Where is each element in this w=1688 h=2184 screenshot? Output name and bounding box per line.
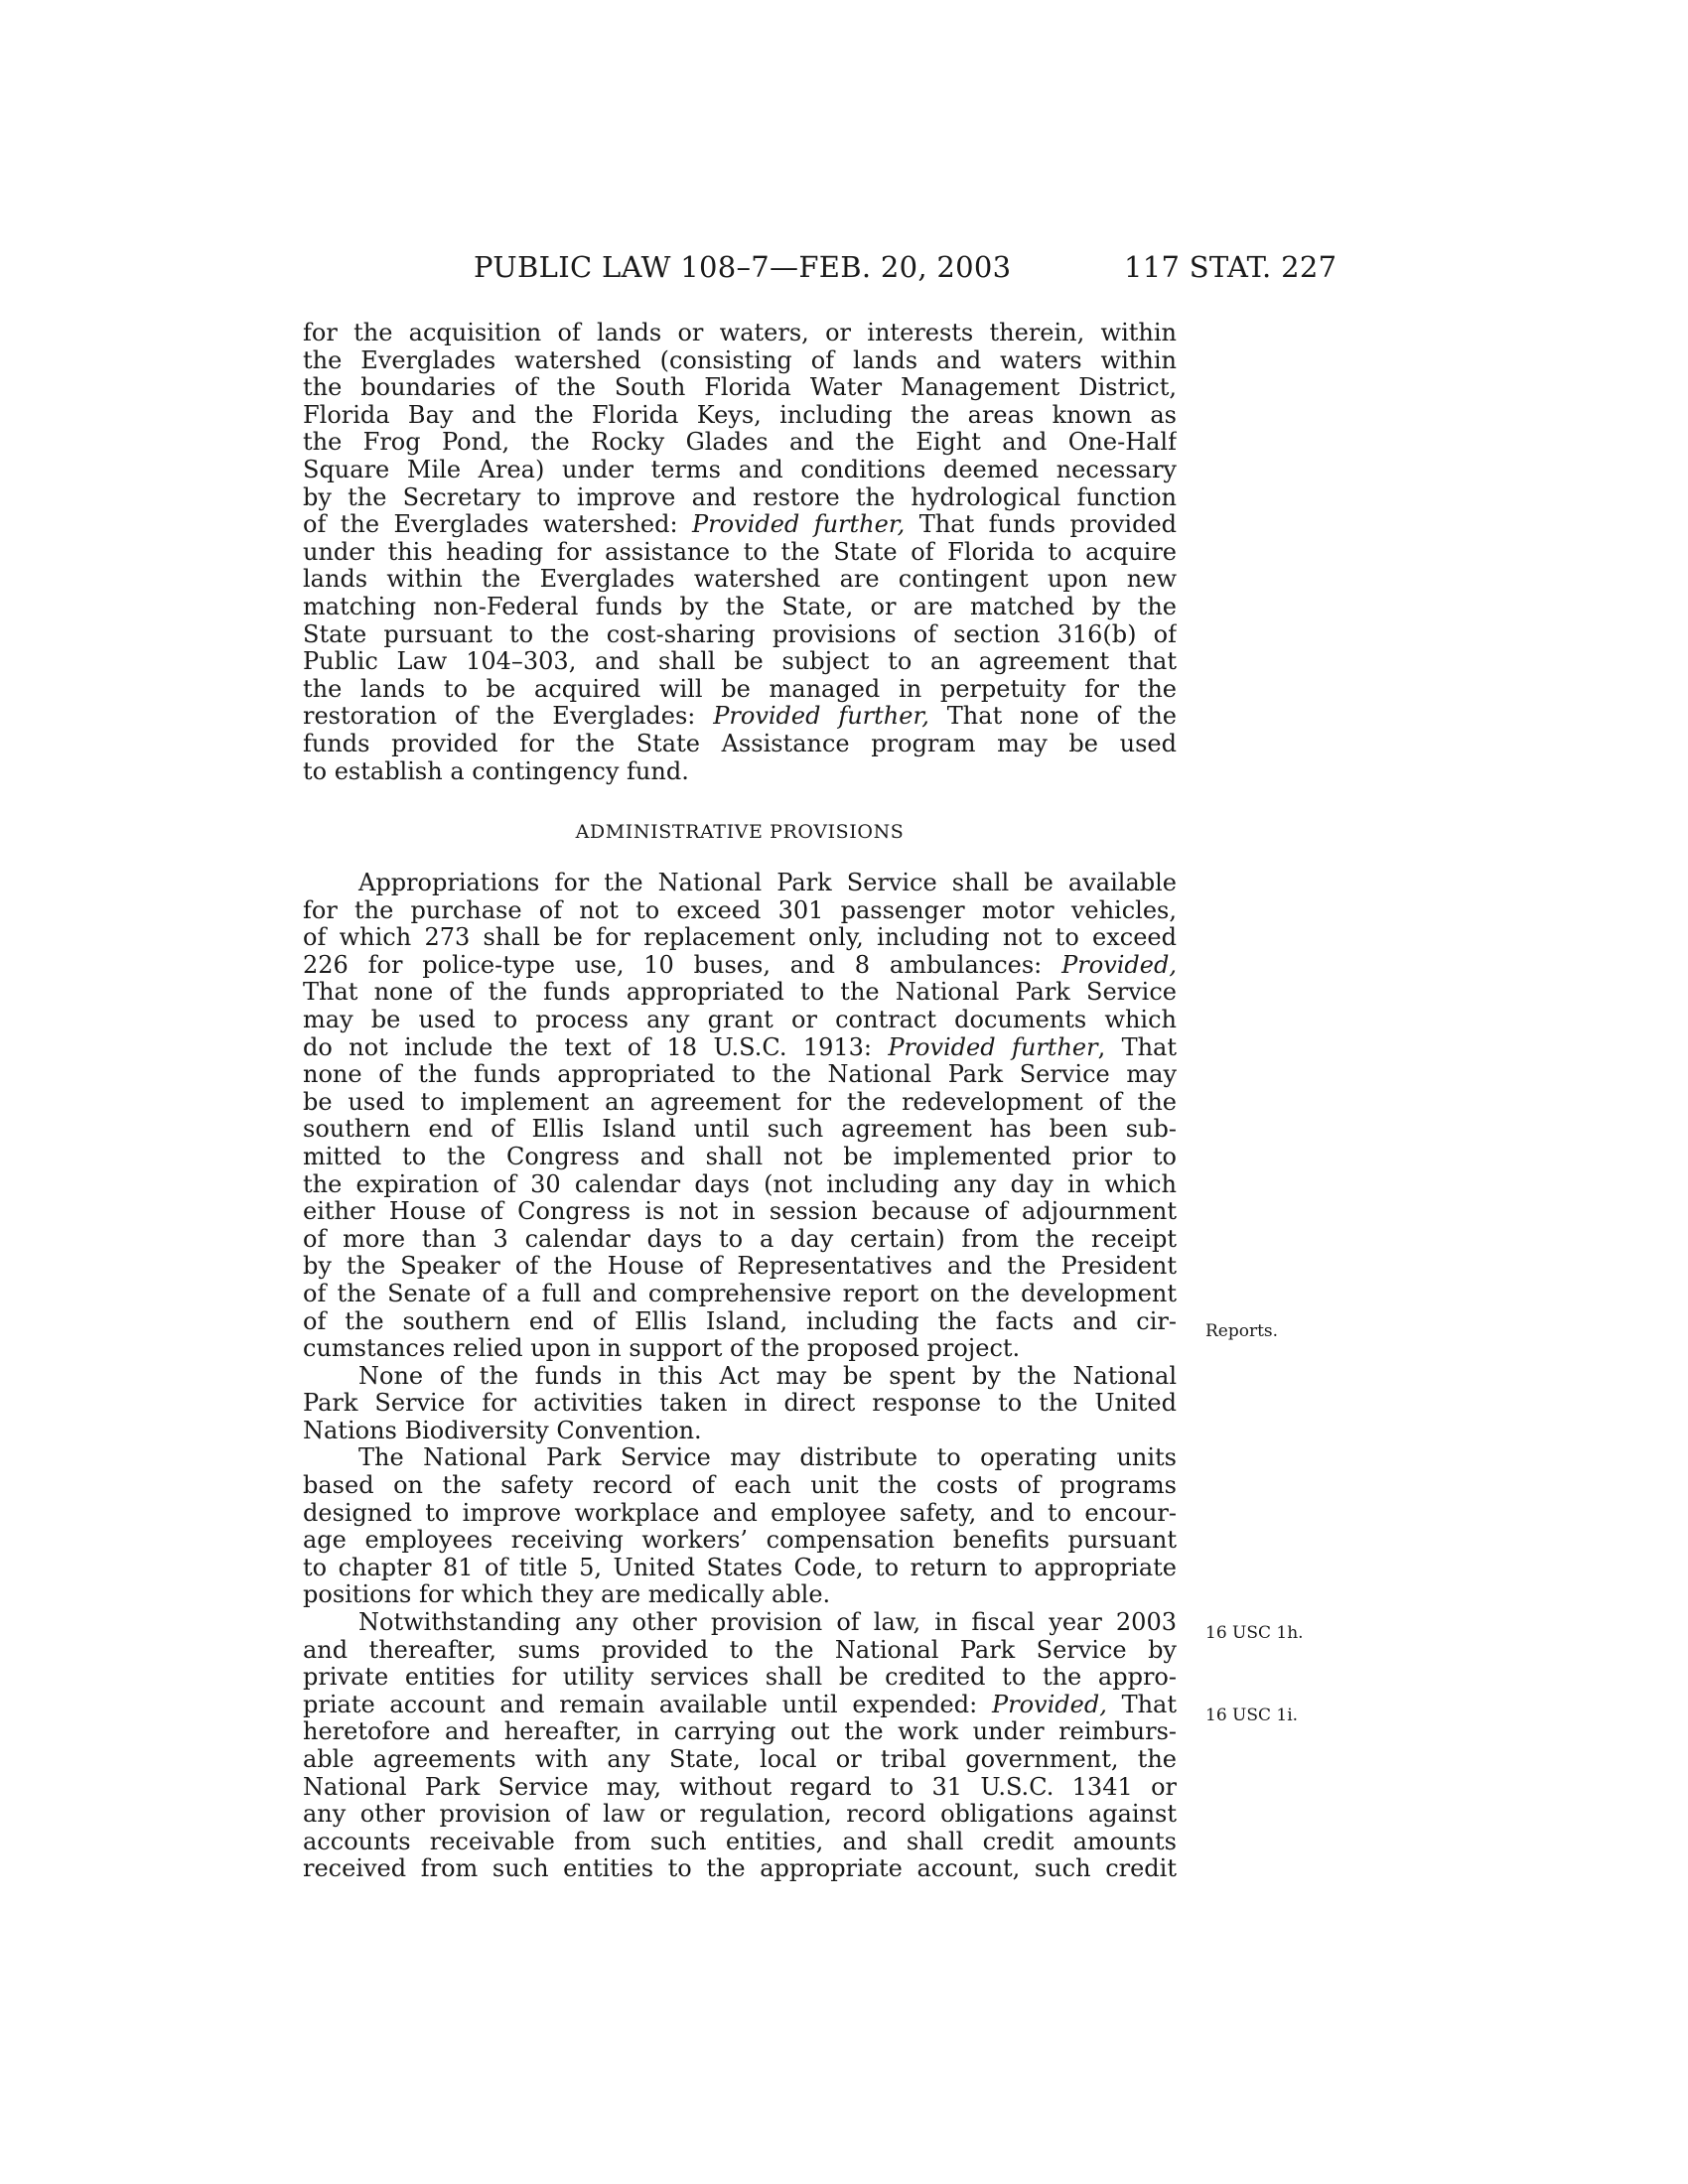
text-line: age employees receiving workers’ compensation benefits pursuant (303, 1527, 1177, 1555)
text-line: able agreements with any State, local or tribal government, the (303, 1746, 1177, 1773)
text-line: Public Law 104–303, and shall be subject to an agreement that (303, 648, 1177, 676)
section-heading: ADMINISTRATIVE PROVISIONS (575, 821, 905, 843)
text-line: do not include the text of 18 U.S.C. 1913: Provided further, That (303, 1033, 1177, 1061)
header-title: PUBLIC LAW 108–7—FEB. 20, 2003 (474, 250, 1012, 284)
text-line: under this heading for assistance to the State of Florida to acquire (303, 538, 1177, 566)
text-line: positions for which they are medically able. (303, 1581, 831, 1609)
text-line: That none of the funds appropriated to the National Park Service (303, 979, 1177, 1007)
text-line: restoration of the Everglades: Provided further, That none of the (303, 703, 1177, 731)
text-line: of the Everglades watershed: Provided further, That funds provided (303, 511, 1177, 539)
margin-note-16-usc-1h: 16 USC 1h. (1205, 1623, 1304, 1643)
text-line: be used to implement an agreement for the redevelopment of the (303, 1088, 1177, 1116)
text-line: Nations Biodiversity Convention. (303, 1417, 702, 1444)
text-line: State pursuant to the cost-sharing provisions of section 316(b) of (303, 620, 1177, 648)
paragraph-everglades (303, 320, 1177, 785)
text-line: accounts receivable from such entities, and shall credit amounts (303, 1828, 1177, 1855)
text-line: of the Senate of a full and comprehensive report on the development (303, 1280, 1177, 1307)
text-line: by the Secretary to improve and restore the hydrological function (303, 483, 1177, 511)
text-line: of more than 3 calendar days to a day certain) from the receipt (303, 1225, 1177, 1253)
text-line: southern end of Ellis Island until such agreement has been sub- (303, 1116, 1177, 1144)
text-line: priate account and remain available until expended: Provided, That (303, 1691, 1177, 1718)
running-header (0, 250, 1688, 290)
text-line: the boundaries of the South Florida Water Management District, (303, 374, 1177, 402)
text-line: Park Service for activities taken in direct response to the United (303, 1390, 1177, 1418)
text-line: the Everglades watershed (consisting of lands and waters within (303, 346, 1177, 374)
text-line: private entities for utility services shall be credited to the appro- (303, 1664, 1177, 1692)
text-line: to establish a contingency fund. (303, 757, 689, 785)
text-line: Appropriations for the National Park Service shall be available (358, 870, 1177, 896)
text-line: lands within the Everglades watershed are contingent upon new (303, 566, 1177, 594)
text-line: cumstances relied upon in support of the proposed project. (303, 1335, 1021, 1363)
text-line: National Park Service may, without regard to 31 U.S.C. 1341 or (303, 1773, 1177, 1801)
text-line: the expiration of 30 calendar days (not including any day in which (303, 1170, 1177, 1198)
text-line: may be used to process any grant or contract documents which (303, 1006, 1177, 1033)
text-line: by the Speaker of the House of Representatives and the President (303, 1253, 1177, 1281)
text-line: any other provision of law or regulation, record obligations against (303, 1801, 1177, 1829)
text-line: Square Mile Area) under terms and conditions deemed necessary (303, 456, 1177, 483)
text-line: the Frog Pond, the Rocky Glades and the Eight and One-Half (303, 429, 1177, 457)
text-line: of the southern end of Ellis Island, including the facts and cir- (303, 1307, 1177, 1335)
administrative-provisions-body (303, 870, 1177, 1883)
text-line: heretofore and hereafter, in carrying out the work under reimburs- (303, 1718, 1177, 1746)
text-line: 226 for police-type use, 10 buses, and 8 ambulances: Provided, (303, 951, 1177, 979)
header-stat-page: 117 STAT. 227 (1124, 250, 1337, 284)
text-line: The National Park Service may distribute to operating units (358, 1444, 1177, 1472)
text-line: none of the funds appropriated to the National Park Service may (303, 1061, 1177, 1089)
text-line: designed to improve workplace and employee safety, and to encour- (303, 1499, 1177, 1527)
text-line: of which 273 shall be for replacement only, including not to exceed (303, 924, 1177, 952)
text-line: received from such entities to the appropriate account, such credit (303, 1855, 1177, 1883)
margin-note-16-usc-1i: 16 USC 1i. (1205, 1706, 1299, 1725)
text-line: None of the funds in this Act may be spent by the National (358, 1362, 1177, 1390)
text-line: funds provided for the State Assistance program may be used (303, 730, 1177, 757)
text-line: the lands to be acquired will be managed in perpetuity for the (303, 675, 1177, 703)
text-line: to chapter 81 of title 5, United States Code, to return to appropriate (303, 1554, 1177, 1581)
text-line: Notwithstanding any other provision of law, in fiscal year 2003 (358, 1609, 1177, 1637)
text-line: matching non-Federal funds by the State, or are matched by the (303, 593, 1177, 620)
text-line: for the acquisition of lands or waters, or interests therein, within (303, 320, 1177, 346)
margin-note-reports: Reports. (1205, 1321, 1279, 1341)
text-line: Florida Bay and the Florida Keys, including the areas known as (303, 401, 1177, 429)
text-line: mitted to the Congress and shall not be implemented prior to (303, 1143, 1177, 1170)
text-line: based on the safety record of each unit the costs of programs (303, 1472, 1177, 1500)
text-line: and thereafter, sums provided to the National Park Service by (303, 1636, 1177, 1664)
text-line: either House of Congress is not in session because of adjournment (303, 1198, 1177, 1226)
text-line: for the purchase of not to exceed 301 passenger motor vehicles, (303, 896, 1177, 924)
